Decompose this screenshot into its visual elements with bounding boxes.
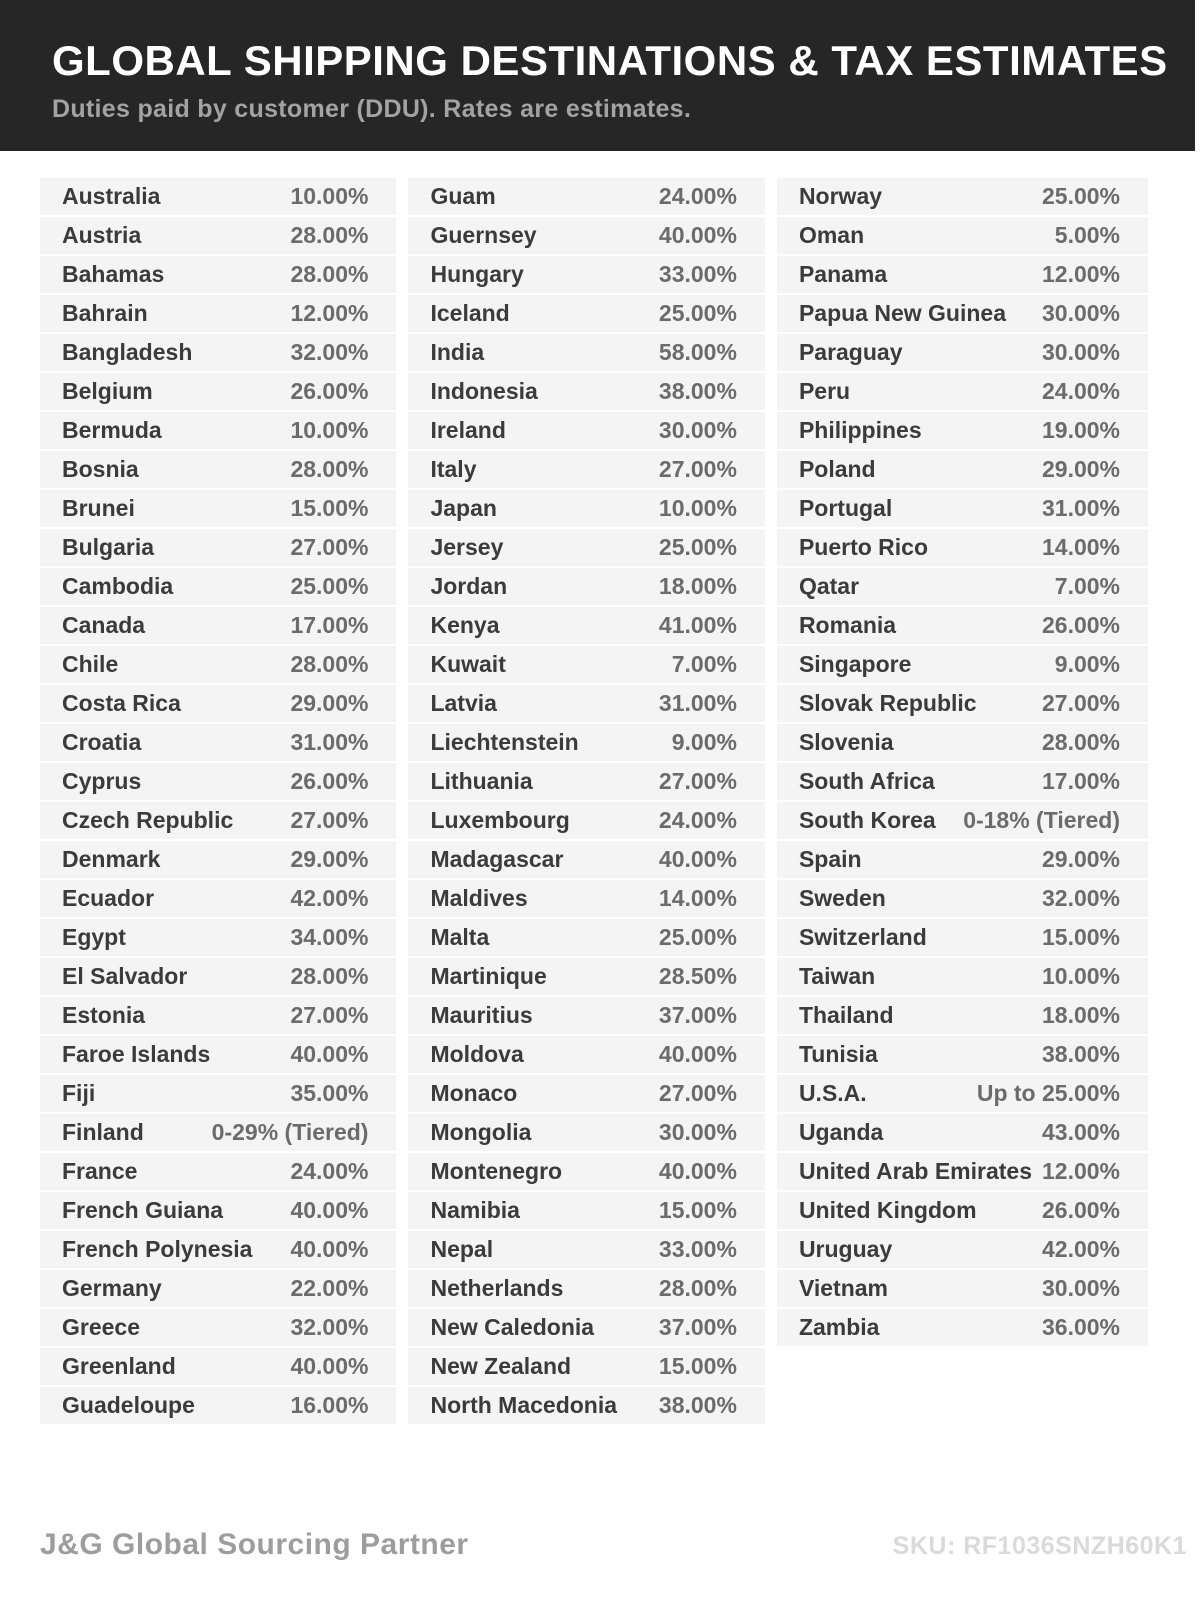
tax-rate: 27.00% (290, 534, 369, 560)
country-name: U.S.A. (798, 1080, 867, 1106)
tax-rate: 33.00% (658, 1236, 737, 1262)
table-row (40, 802, 396, 839)
tax-rate: 40.00% (658, 222, 737, 248)
table-row (777, 412, 1148, 449)
country-name: Czech Republic (62, 807, 234, 833)
table-row (40, 646, 396, 683)
tax-rate: 30.00% (1041, 300, 1120, 326)
table-row (408, 178, 764, 215)
country-name: Tunisia (798, 1041, 878, 1067)
rates-table (40, 178, 1148, 1426)
tax-rate: 40.00% (290, 1041, 369, 1067)
country-name: Faroe Islands (62, 1041, 211, 1067)
table-row (40, 1270, 396, 1307)
tax-rate: 12.00% (1041, 261, 1120, 287)
tax-rate: 26.00% (290, 768, 369, 794)
tax-rate: 30.00% (1041, 1275, 1120, 1301)
table-row (777, 295, 1148, 332)
table-row (408, 1153, 764, 1190)
tax-rate: 17.00% (1041, 768, 1120, 794)
table-row (40, 1114, 396, 1151)
country-name: Qatar (798, 573, 860, 599)
table-row (777, 841, 1148, 878)
country-name: Maldives (430, 885, 528, 911)
table-row (408, 217, 764, 254)
table-row (40, 1192, 396, 1229)
tax-rate: 25.00% (290, 573, 369, 599)
country-name: Namibia (430, 1197, 520, 1223)
country-name: Zambia (798, 1314, 880, 1340)
country-name: Bahrain (62, 300, 148, 326)
country-name: Sweden (798, 885, 886, 911)
tax-rate: 37.00% (658, 1002, 737, 1028)
country-name: Latvia (430, 690, 497, 716)
country-name: United Arab Emirates (798, 1158, 1032, 1184)
table-row (408, 295, 764, 332)
tax-rate: 12.00% (290, 300, 369, 326)
country-name: Mongolia (430, 1119, 532, 1145)
country-name: Portugal (798, 495, 893, 521)
country-name: El Salvador (62, 963, 188, 989)
tax-rate: 0-29% (Tiered) (211, 1119, 369, 1145)
table-row (40, 841, 396, 878)
tax-rate: 30.00% (658, 1119, 737, 1145)
country-name: North Macedonia (430, 1392, 618, 1418)
tax-rate: 42.00% (290, 885, 369, 911)
tax-rate: 9.00% (1054, 651, 1120, 677)
tax-rate: 15.00% (1041, 924, 1120, 950)
tax-rate: 10.00% (290, 417, 369, 443)
tax-rate: 28.00% (658, 1275, 737, 1301)
country-name: Vietnam (798, 1275, 888, 1301)
table-row (777, 958, 1148, 995)
country-name: Cambodia (62, 573, 174, 599)
country-name: France (62, 1158, 138, 1184)
tax-rate: 30.00% (1041, 339, 1120, 365)
table-row (777, 802, 1148, 839)
tax-rate: 25.00% (658, 300, 737, 326)
table-row (408, 880, 764, 917)
table-row (777, 1075, 1148, 1112)
table-row (40, 880, 396, 917)
country-name: Oman (798, 222, 865, 248)
tax-rate: 18.00% (1041, 1002, 1120, 1028)
country-name: Kenya (430, 612, 500, 638)
tax-rate: 28.00% (290, 651, 369, 677)
table-row (40, 724, 396, 761)
country-name: Singapore (798, 651, 912, 677)
tax-rate: 32.00% (1041, 885, 1120, 911)
country-name: Jordan (430, 573, 508, 599)
tax-rate: 33.00% (658, 261, 737, 287)
table-row (777, 1153, 1148, 1190)
tax-rate: 32.00% (290, 1314, 369, 1340)
header-banner (0, 0, 1195, 151)
table-row (777, 1309, 1148, 1346)
table-row (408, 412, 764, 449)
tax-rate: 10.00% (658, 495, 737, 521)
country-name: Hungary (430, 261, 524, 287)
table-row (40, 1231, 396, 1268)
tax-rate: 15.00% (658, 1197, 737, 1223)
tax-rate: 18.00% (658, 573, 737, 599)
table-row (777, 724, 1148, 761)
tax-rate: 40.00% (658, 846, 737, 872)
country-name: Indonesia (430, 378, 538, 404)
table-row (777, 334, 1148, 371)
tax-rate: 58.00% (658, 339, 737, 365)
tax-rate: 31.00% (658, 690, 737, 716)
tax-rate: 29.00% (1041, 846, 1120, 872)
table-row (777, 763, 1148, 800)
table-row (408, 607, 764, 644)
table-row (777, 373, 1148, 410)
table-row (408, 256, 764, 293)
country-name: Papua New Guinea (798, 300, 1006, 326)
tax-rate: 28.00% (290, 261, 369, 287)
table-row (777, 880, 1148, 917)
table-row (777, 685, 1148, 722)
table-row (40, 1075, 396, 1112)
country-name: New Zealand (430, 1353, 572, 1379)
country-name: Egypt (62, 924, 126, 950)
table-row (777, 1192, 1148, 1229)
table-row (40, 1153, 396, 1190)
page-subtitle: Duties paid by customer (DDU). Rates are estimates. (52, 95, 692, 123)
country-name: Netherlands (430, 1275, 564, 1301)
country-name: Bulgaria (62, 534, 155, 560)
country-name: Australia (62, 183, 161, 209)
tax-rate: 31.00% (1041, 495, 1120, 521)
table-row (408, 1270, 764, 1307)
table-row (40, 1036, 396, 1073)
brand-text: J&G Global Sourcing Partner (40, 1528, 469, 1561)
table-row (40, 607, 396, 644)
table-row (408, 763, 764, 800)
table-column-2 (408, 178, 764, 1426)
table-row (408, 1348, 764, 1385)
tax-rate: 29.00% (290, 846, 369, 872)
tax-rate: 38.00% (1041, 1041, 1120, 1067)
country-name: Mauritius (430, 1002, 533, 1028)
tax-rate: 12.00% (1041, 1158, 1120, 1184)
table-row (408, 724, 764, 761)
country-name: Austria (62, 222, 142, 248)
table-row (408, 490, 764, 527)
tax-rate: 27.00% (290, 1002, 369, 1028)
table-row (408, 802, 764, 839)
tax-rate: 9.00% (671, 729, 737, 755)
tax-rate: 41.00% (658, 612, 737, 638)
table-row (777, 919, 1148, 956)
tax-rate: 10.00% (290, 183, 369, 209)
tax-rate: 40.00% (658, 1158, 737, 1184)
country-name: Bermuda (62, 417, 162, 443)
tax-rate: 26.00% (1041, 1197, 1120, 1223)
tax-rate: 24.00% (290, 1158, 369, 1184)
tax-rate: 26.00% (290, 378, 369, 404)
country-name: Finland (62, 1119, 144, 1145)
tax-rate: 26.00% (1041, 612, 1120, 638)
country-name: Romania (798, 612, 897, 638)
country-name: Italy (430, 456, 477, 482)
country-name: Guam (430, 183, 496, 209)
tax-rate: 30.00% (658, 417, 737, 443)
country-name: Thailand (798, 1002, 894, 1028)
table-row (40, 1387, 396, 1424)
country-name: Japan (430, 495, 497, 521)
country-name: Paraguay (798, 339, 903, 365)
table-row (408, 919, 764, 956)
tax-rate: 24.00% (658, 807, 737, 833)
country-name: Greece (62, 1314, 141, 1340)
tax-rate: 25.00% (658, 924, 737, 950)
table-row (408, 1231, 764, 1268)
country-name: Puerto Rico (798, 534, 929, 560)
table-row (40, 1309, 396, 1346)
table-row (40, 685, 396, 722)
country-name: Bahamas (62, 261, 165, 287)
table-row (40, 256, 396, 293)
country-name: Martinique (430, 963, 547, 989)
table-row (408, 373, 764, 410)
country-name: Chile (62, 651, 119, 677)
table-row (408, 646, 764, 683)
table-row (777, 217, 1148, 254)
tax-rate: 28.00% (290, 963, 369, 989)
country-name: Kuwait (430, 651, 506, 677)
table-row (40, 217, 396, 254)
country-name: Taiwan (798, 963, 876, 989)
table-row (408, 685, 764, 722)
table-row (777, 256, 1148, 293)
table-row (777, 646, 1148, 683)
table-row (408, 1309, 764, 1346)
footer (40, 1528, 1187, 1562)
table-row (408, 529, 764, 566)
table-row (777, 997, 1148, 1034)
tax-rate: 38.00% (658, 1392, 737, 1418)
country-name: Peru (798, 378, 851, 404)
country-name: Greenland (62, 1353, 176, 1379)
table-row (777, 1231, 1148, 1268)
country-name: Fiji (62, 1080, 96, 1106)
table-row (40, 373, 396, 410)
country-name: United Kingdom (798, 1197, 977, 1223)
country-name: Nepal (430, 1236, 494, 1262)
tax-rate: 27.00% (658, 768, 737, 794)
country-name: Philippines (798, 417, 922, 443)
tax-rate: 0-18% (Tiered) (963, 807, 1120, 833)
table-row (408, 841, 764, 878)
table-row (408, 1192, 764, 1229)
tax-rate: 14.00% (658, 885, 737, 911)
tax-rate: 7.00% (671, 651, 737, 677)
tax-rate: 7.00% (1054, 573, 1120, 599)
country-name: Ecuador (62, 885, 155, 911)
tax-rate: 36.00% (1041, 1314, 1120, 1340)
table-row (777, 178, 1148, 215)
page-title: GLOBAL SHIPPING DESTINATIONS & TAX ESTIMATES (52, 37, 1168, 84)
country-name: Guadeloupe (62, 1392, 195, 1418)
tax-rate: 29.00% (290, 690, 369, 716)
table-row (40, 763, 396, 800)
table-row (40, 178, 396, 215)
table-row (777, 1114, 1148, 1151)
country-name: Switzerland (798, 924, 927, 950)
table-row (40, 412, 396, 449)
tax-rate: 10.00% (1041, 963, 1120, 989)
table-row (408, 958, 764, 995)
tax-rate: 40.00% (290, 1236, 369, 1262)
table-row (777, 607, 1148, 644)
tax-rate: 28.00% (290, 456, 369, 482)
country-name: Germany (62, 1275, 162, 1301)
table-row (40, 295, 396, 332)
country-name: Bangladesh (62, 339, 193, 365)
tax-rate: 24.00% (1041, 378, 1120, 404)
tax-rate: 22.00% (290, 1275, 369, 1301)
table-row (40, 568, 396, 605)
tax-rate: 43.00% (1041, 1119, 1120, 1145)
tax-rate: 40.00% (658, 1041, 737, 1067)
country-name: Slovak Republic (798, 690, 977, 716)
country-name: Brunei (62, 495, 135, 521)
table-row (408, 1075, 764, 1112)
country-name: India (430, 339, 485, 365)
tax-rate: 27.00% (1041, 690, 1120, 716)
tax-rate: 35.00% (290, 1080, 369, 1106)
table-row (777, 451, 1148, 488)
table-row (40, 334, 396, 371)
table-column-3 (777, 178, 1148, 1348)
table-row (408, 1114, 764, 1151)
country-name: Costa Rica (62, 690, 181, 716)
table-column-1 (40, 178, 396, 1426)
table-row (40, 997, 396, 1034)
table-row (408, 451, 764, 488)
table-row (777, 1036, 1148, 1073)
tax-rate: 42.00% (1041, 1236, 1120, 1262)
country-name: Malta (430, 924, 490, 950)
sku-text: SKU: RF1036SNZH60K1 (892, 1532, 1187, 1560)
table-row (408, 1387, 764, 1424)
table-row (408, 334, 764, 371)
table-row (40, 529, 396, 566)
table-row (40, 958, 396, 995)
tax-rate: 40.00% (290, 1197, 369, 1223)
tax-rate: 31.00% (290, 729, 369, 755)
country-name: Ireland (430, 417, 506, 443)
table-row (777, 1270, 1148, 1307)
country-name: Iceland (430, 300, 510, 326)
tax-rate: 15.00% (658, 1353, 737, 1379)
table-row (777, 490, 1148, 527)
country-name: Luxembourg (430, 807, 570, 833)
table-row (408, 1036, 764, 1073)
tax-rate: Up to 25.00% (976, 1080, 1120, 1106)
country-name: Jersey (430, 534, 504, 560)
country-name: Croatia (62, 729, 142, 755)
tax-rate: 15.00% (290, 495, 369, 521)
country-name: Poland (798, 456, 876, 482)
country-name: Madagascar (430, 846, 564, 872)
tax-rate: 29.00% (1041, 456, 1120, 482)
tax-rate: 24.00% (658, 183, 737, 209)
country-name: Monaco (430, 1080, 518, 1106)
country-name: Estonia (62, 1002, 146, 1028)
tax-rate: 25.00% (1041, 183, 1120, 209)
country-name: Uganda (798, 1119, 884, 1145)
country-name: French Guiana (62, 1197, 224, 1223)
tax-rate: 5.00% (1054, 222, 1120, 248)
country-name: South Korea (798, 807, 936, 833)
table-row (408, 568, 764, 605)
tax-rate: 32.00% (290, 339, 369, 365)
country-name: French Polynesia (62, 1236, 253, 1262)
tax-rate: 27.00% (658, 456, 737, 482)
country-name: Cyprus (62, 768, 142, 794)
tax-rate: 28.00% (290, 222, 369, 248)
country-name: Moldova (430, 1041, 524, 1067)
tax-rate: 28.00% (1041, 729, 1120, 755)
country-name: Spain (798, 846, 862, 872)
country-name: Liechtenstein (430, 729, 579, 755)
table-row (777, 529, 1148, 566)
table-row (40, 919, 396, 956)
tax-rate: 17.00% (290, 612, 369, 638)
tax-rate: 25.00% (658, 534, 737, 560)
country-name: Lithuania (430, 768, 533, 794)
country-name: Uruguay (798, 1236, 893, 1262)
table-row (777, 568, 1148, 605)
tax-rate: 27.00% (658, 1080, 737, 1106)
tax-rate: 37.00% (658, 1314, 737, 1340)
country-name: Belgium (62, 378, 153, 404)
country-name: Canada (62, 612, 146, 638)
country-name: Montenegro (430, 1158, 563, 1184)
tax-rate: 38.00% (658, 378, 737, 404)
country-name: Guernsey (430, 222, 537, 248)
tax-rate: 40.00% (290, 1353, 369, 1379)
table-row (40, 490, 396, 527)
tax-rate: 28.50% (658, 963, 737, 989)
table-row (40, 451, 396, 488)
table-row (408, 997, 764, 1034)
tax-rate: 19.00% (1041, 417, 1120, 443)
country-name: Slovenia (798, 729, 894, 755)
country-name: Bosnia (62, 456, 139, 482)
country-name: South Africa (798, 768, 935, 794)
country-name: Norway (798, 183, 883, 209)
tax-rate: 14.00% (1041, 534, 1120, 560)
country-name: Panama (798, 261, 888, 287)
country-name: Denmark (62, 846, 161, 872)
tax-rate: 16.00% (290, 1392, 369, 1418)
tax-rate: 27.00% (290, 807, 369, 833)
country-name: New Caledonia (430, 1314, 595, 1340)
table-row (40, 1348, 396, 1385)
tax-rate: 34.00% (290, 924, 369, 950)
